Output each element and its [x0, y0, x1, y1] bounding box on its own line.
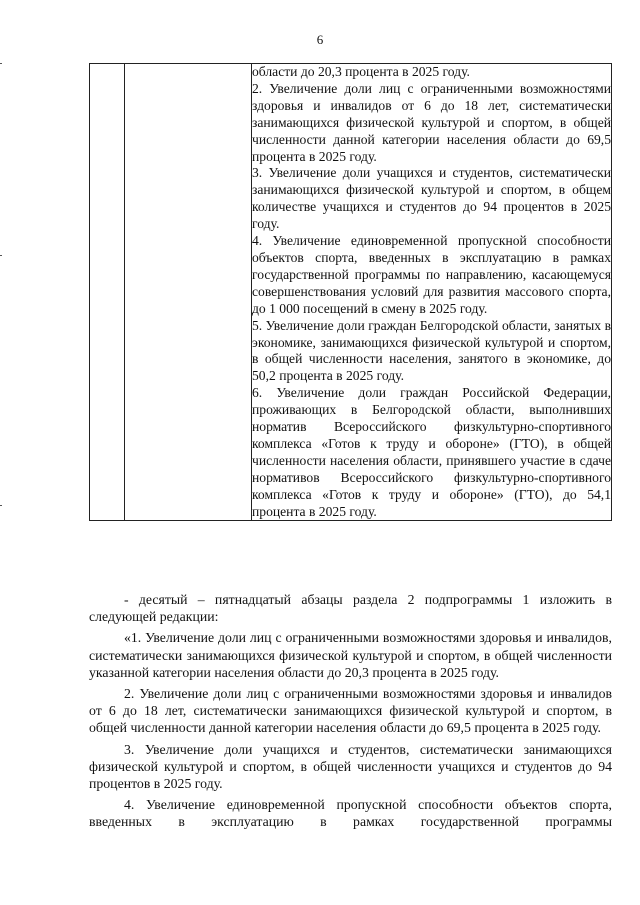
cell-paragraph: области до 20,3 процента в 2025 году.: [252, 64, 470, 79]
table-cell-indicators: [252, 64, 612, 521]
cell-paragraph: 3. Увеличение доли учащихся и студентов, систематически занимающихся физической культурой и спортом, в общем количестве учащихся и студентов до 94 процентов в 2025 году.: [252, 165, 611, 232]
page-number: 6: [316, 32, 324, 47]
body-paragraph: - десятый – пятнадцатый абзацы раздела 2 подпрограммы 1 изложить в следующей редакции:: [89, 592, 612, 625]
body-paragraph: 3. Увеличение доли учащихся и студентов, систематически занимающихся физической культурой и спортом, в общей численности учащихся и студентов до 94 процентов в 2025 году.: [89, 741, 612, 792]
body-paragraph: 2. Увеличение доли лиц с ограниченными возможностями здоровья и инвалидов от 6 до 18 лет, систематически занимающихся физической культурой и спортом, в общей численности данной категории населения области до 69,5 процента в 2025 году.: [89, 686, 612, 736]
body-paragraph: «1. Увеличение доли лиц с ограниченными возможностями здоровья и инвалидов, систематически занимающихся физической культурой и спортом, в общей численности указанной категории населения области до 20,3 процента в 2025 году.: [89, 630, 612, 680]
cell-paragraph: 4. Увеличение единовременной пропускной способности объектов спорта, введенных в эксплуатацию в рамках государственной программы по направлению, касающемуся совершенствования условий для развития массового спорта, до 1 000 посещений в смену в 2025 году.: [252, 233, 611, 316]
table-row: [90, 64, 612, 521]
table-cell-empty-2: [125, 64, 252, 521]
table-cell-empty-1: [90, 64, 125, 521]
scan-edge-mark: [0, 63, 2, 64]
cell-paragraph: 6. Увеличение доли граждан Российской Федерации, проживающих в Белгородской области, выполнивших норматив Всероссийского физкультурно-спортивного комплекса «Готов к труду и обороне» (ГТО), в общей численности населения области, принявшего участие в сдаче нормативов Всероссийского физкультурно-спортивного комплекса «Готов к труду и обороне» (ГТО), до 54,1 процента в 2025 году.: [252, 385, 611, 519]
cell-paragraph: 5. Увеличение доли граждан Белгородской области, занятых в экономике, занимающихся физической культурой и спортом, в общей численности населения, занятого в экономике, до 50,2 процента в 2025 году.: [252, 317, 611, 384]
cell-paragraph: 2. Увеличение доли лиц с ограниченными возможностями здоровья и инвалидов от 6 до 18 лет, систематически занимающихся физической культурой и спортом, в общей численности данной категории населения области до 69,5 процента в 2025 году.: [252, 80, 611, 164]
scan-edge-mark: [0, 505, 2, 506]
body-text: [89, 591, 612, 831]
body-paragraph: 4. Увеличение единовременной пропускной способности объектов спорта, введенных в эксплуатацию в рамках государственной программы: [89, 797, 612, 830]
scan-edge-mark: [0, 255, 2, 256]
content-table: [89, 63, 612, 521]
